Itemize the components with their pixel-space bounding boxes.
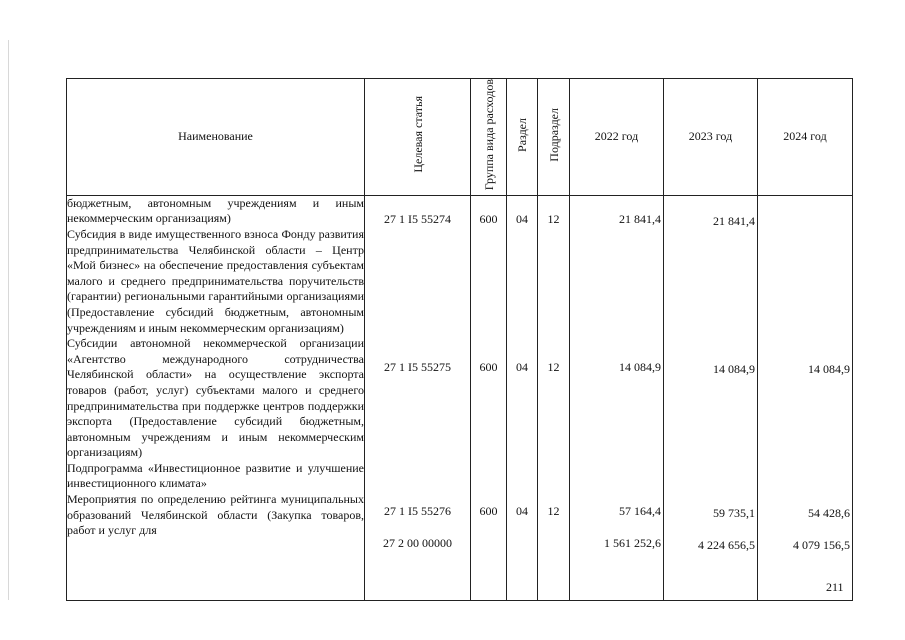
budget-table (66, 78, 853, 601)
amount-2024: 4 079 156,5 (793, 537, 850, 552)
expense-group-value: 600 (479, 211, 498, 226)
table-body-row (67, 195, 853, 600)
name-cell (67, 195, 365, 600)
name-item: Мероприятия по определению рейтинга муниципальных образований Челябинской области (Закупка товаров, работ и услуг для (67, 492, 364, 538)
subsection-value: 12 (547, 359, 560, 374)
target-item-code: 27 1 I5 55275 (384, 359, 451, 374)
amount-2024: 14 084,9 (808, 361, 850, 376)
amount-2024: 54 428,6 (808, 505, 850, 520)
target-item-code: 27 1 I5 55274 (384, 211, 451, 226)
expense-group-value: 600 (479, 503, 498, 518)
target-item-code: 27 2 00 00000 (383, 535, 452, 550)
subsection-value: 12 (547, 211, 560, 226)
name-item: Подпрограмма «Инвестиционное развитие и улучшение инвестиционного климата» (67, 460, 364, 491)
header-name: Наименование (67, 79, 365, 196)
amount-2023: 21 841,4 (713, 213, 755, 228)
amount-2022: 14 084,9 (619, 359, 661, 374)
section-value: 04 (516, 211, 528, 226)
amount-2022: 1 561 252,6 (604, 535, 661, 550)
target-item-column (365, 195, 471, 600)
header-2024: 2024 год (758, 79, 853, 196)
header-2022: 2022 год (570, 79, 664, 196)
amount-2022: 21 841,4 (619, 211, 661, 226)
target-item-code: 27 1 I5 55276 (384, 503, 451, 518)
amount-2022: 57 164,4 (619, 503, 661, 518)
name-item: бюджетным, автономным учреждениям и иным некоммерческим организациям) (67, 195, 364, 226)
amount-2023-column (664, 195, 758, 600)
name-item: Субсидия в виде имущественного взноса Фонду развития предпринимательства Челябинской области – Центр «Мой бизнес» на обеспечение предоставления субъектам малого и среднего предпринимательства поручительств (гарантии) региональными гарантийными организациями (Предоставление субсидий бюджетным, автономным учреждениям и иным некоммерческим организациям) (67, 226, 364, 335)
amount-2023: 59 735,1 (713, 505, 755, 520)
amount-2023: 14 084,9 (713, 361, 755, 376)
section-value: 04 (516, 359, 528, 374)
amount-2023: 4 224 656,5 (698, 537, 755, 552)
subsection-column (538, 195, 570, 600)
subsection-value: 12 (547, 503, 560, 518)
name-item: Субсидии автономной некоммерческой организации «Агентство международного сотрудничества Челябинской области» на осуществление экспорта товаров (работ, услуг) субъектами малого и среднего предпринимательства при поддержке центров поддержки экспорта (Предоставление субсидий бюджетным, автономным учреждениям и иным некоммерческим организациям) (67, 336, 364, 460)
amount-2024-column (758, 195, 853, 600)
expense-group-value: 600 (479, 359, 498, 374)
scan-edge-line (8, 40, 9, 600)
section-value: 04 (516, 503, 528, 518)
table-header-row (67, 79, 853, 196)
page-number: 211 (826, 580, 844, 594)
header-subsection: Подраздел (538, 79, 570, 196)
section-column (507, 195, 538, 600)
header-2023: 2023 год (664, 79, 758, 196)
amount-2022-column (570, 195, 664, 600)
expense-group-column (471, 195, 507, 600)
header-expense-group: Группа вида расходов (471, 79, 507, 196)
header-section: Раздел (507, 79, 538, 196)
header-target-item: Целевая статья (365, 79, 471, 196)
